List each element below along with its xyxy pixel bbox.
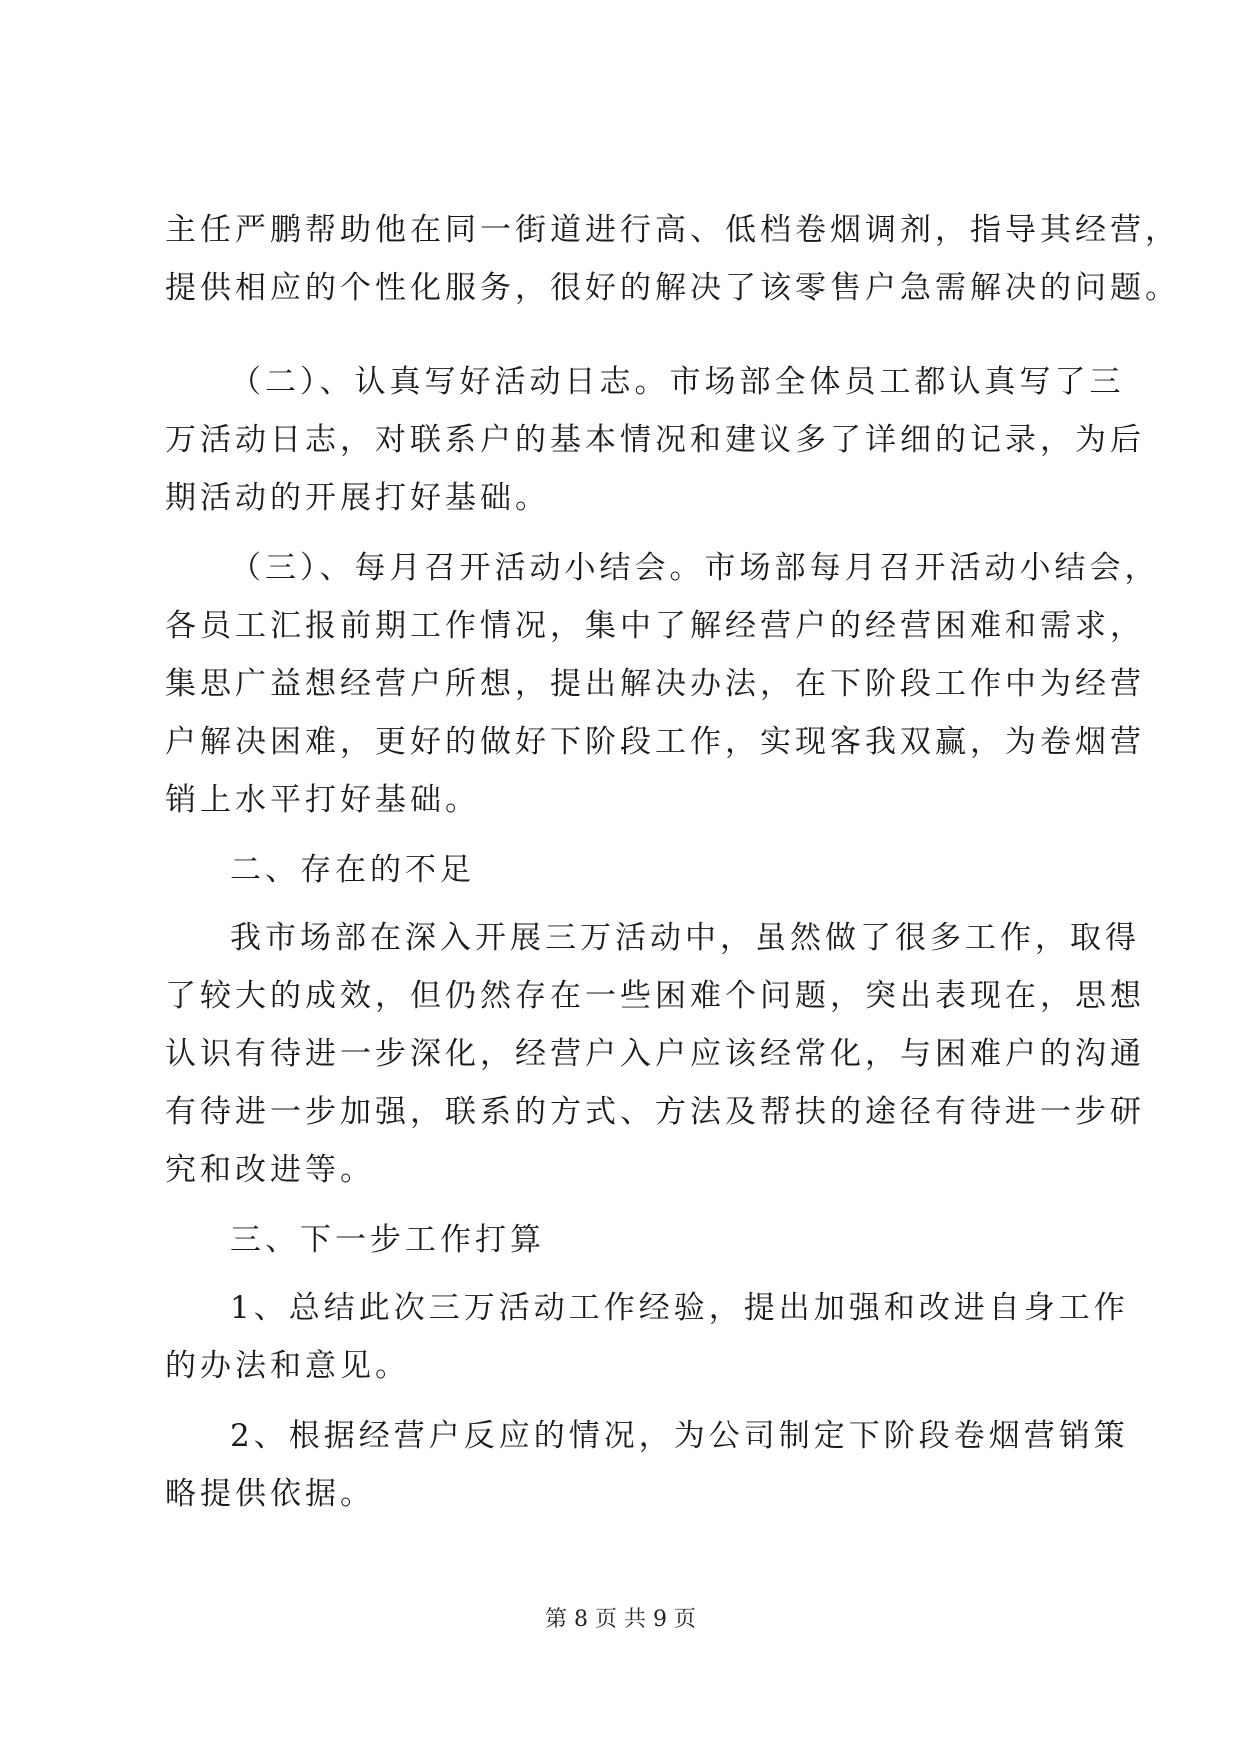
body-line: 销上水平打好基础。: [165, 782, 480, 818]
section-heading: 三、下一步工作打算: [230, 1222, 545, 1258]
list-item-line: 的办法和意见。: [165, 1348, 410, 1384]
body-line: 了较大的成效，但仍然存在一些困难个问题，突出表现在，思想: [165, 978, 1145, 1014]
body-line: 集思广益想经营户所想，提出解决办法，在下阶段工作中为经营: [165, 666, 1145, 702]
body-line: 期活动的开展打好基础。: [165, 480, 550, 516]
list-item-line: 略提供依据。: [165, 1476, 375, 1512]
list-item-line: 2、根据经营户反应的情况，为公司制定下阶段卷烟营销策: [230, 1418, 1129, 1454]
body-line: 万活动日志，对联系户的基本情况和建议多了详细的记录，为后: [165, 422, 1145, 458]
body-line: 主任严鹏帮助他在同一街道进行高、低档卷烟调剂，指导其经营，: [165, 212, 1180, 248]
body-line: （三）、每月召开活动小结会。市场部每月召开活动小结会，: [230, 550, 1160, 586]
list-item-line: 1、总结此次三万活动工作经验，提出加强和改进自身工作: [230, 1290, 1129, 1326]
body-line: 有待进一步加强，联系的方式、方法及帮扶的途径有待进一步研: [165, 1094, 1145, 1130]
body-line: 认识有待进一步深化，经营户入户应该经常化，与困难户的沟通: [165, 1036, 1145, 1072]
body-line: 户解决困难，更好的做好下阶段工作，实现客我双赢，为卷烟营: [165, 724, 1145, 760]
body-line: 我市场部在深入开展三万活动中，虽然做了很多工作，取得: [230, 920, 1140, 956]
body-line: 提供相应的个性化服务，很好的解决了该零售户急需解决的问题。: [165, 270, 1180, 306]
section-heading: 二、存在的不足: [230, 852, 475, 888]
body-line: 究和改进等。: [165, 1152, 375, 1188]
body-line: 各员工汇报前期工作情况，集中了解经营户的经营困难和需求，: [165, 608, 1145, 644]
body-line: （二）、认真写好活动日志。市场部全体员工都认真写了三: [230, 364, 1125, 400]
page-footer: 第 8 页 共 9 页: [545, 1607, 696, 1632]
